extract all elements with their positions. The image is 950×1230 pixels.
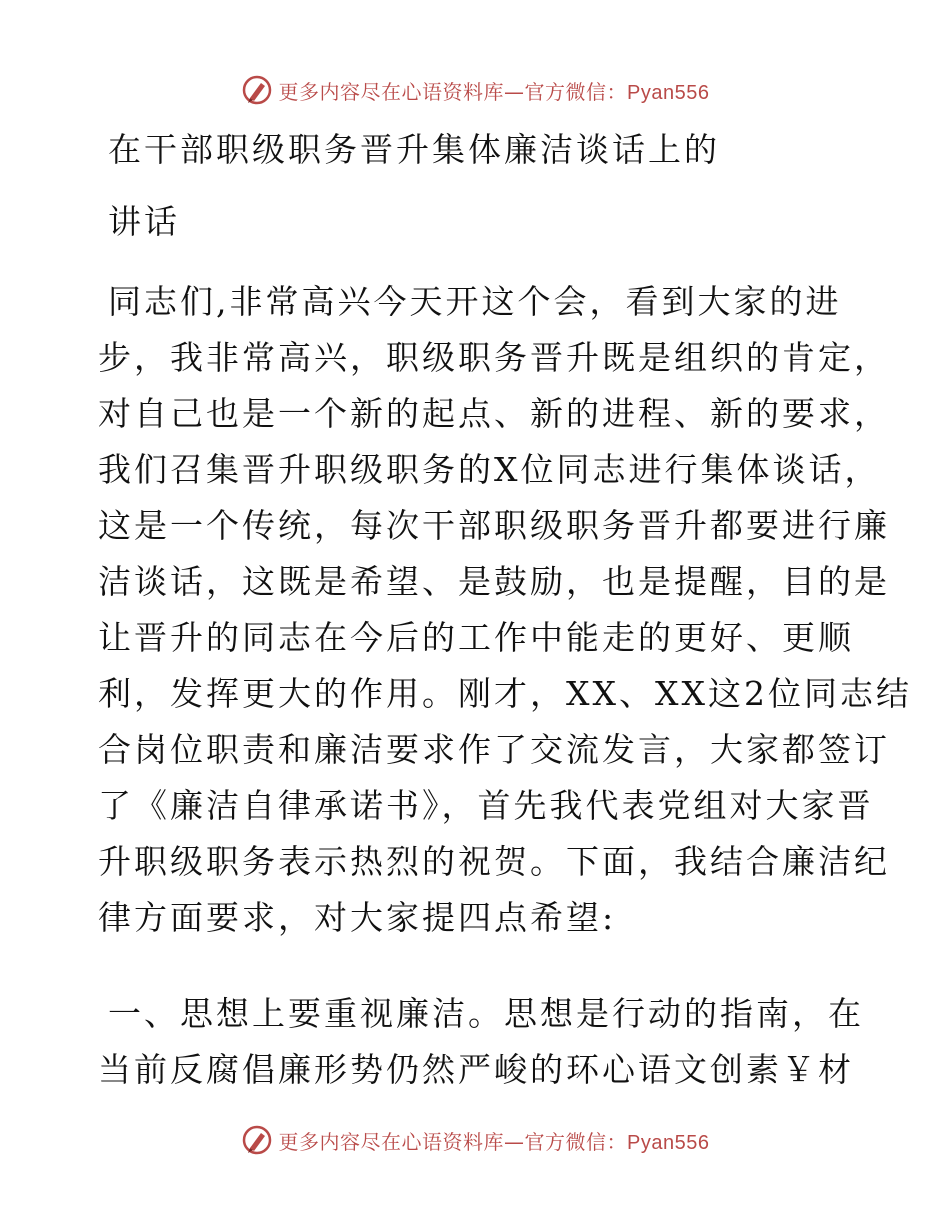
text-line: 利，发挥更大的作用。刚才，XX、XX这2位同志结: [98, 674, 912, 713]
text-line: 了《廉洁自律承诺书》，首先我代表党组对大家晋: [98, 786, 874, 825]
text-line: 合岗位职责和廉洁要求作了交流发言，大家都签订: [98, 730, 890, 769]
text-line: 同志们,非常高兴今天开这个会，看到大家的进: [108, 282, 842, 321]
text-line: 一、思想上要重视廉洁。思想是行动的指南，在: [108, 994, 864, 1033]
text-line: 让晋升的同志在今后的工作中能走的更好、更顺: [98, 618, 854, 657]
text-line: 升职级职务表示热烈的祝贺。下面，我结合廉洁纪: [98, 842, 890, 881]
pen-logo-icon: [241, 1124, 273, 1156]
text-line: 当前反腐倡廉形势仍然严峻的环心语文创素￥材: [98, 1050, 854, 1089]
watermark-text: 更多内容尽在心语资料库—官方微信：Pyan556: [278, 79, 710, 104]
footer-watermark: [0, 1120, 950, 1160]
pen-logo-icon: [241, 74, 273, 106]
text-line: 对自己也是一个新的起点、新的进程、新的要求，: [98, 394, 890, 433]
body-paragraph-1: [98, 274, 912, 946]
text-line: 洁谈话，这既是希望、是鼓励，也是提醒，目的是: [98, 562, 890, 601]
text-line: 我们召集晋升职级职务的X位同志进行集体谈话，: [98, 450, 881, 489]
text-line: 步，我非常高兴，职级职务晋升既是组织的肯定，: [98, 338, 890, 377]
header-watermark: [0, 70, 950, 110]
document-title-line-1: 在干部职级职务晋升集体廉洁谈话上的: [108, 130, 720, 169]
body-paragraph-2: [98, 986, 864, 1098]
text-line: 这是一个传统，每次干部职级职务晋升都要进行廉: [98, 506, 890, 545]
watermark-text: 更多内容尽在心语资料库—官方微信：Pyan556: [278, 1129, 710, 1154]
text-line: 律方面要求，对大家提四点希望:: [98, 898, 617, 937]
document-title-line-2: 讲话: [108, 202, 180, 241]
